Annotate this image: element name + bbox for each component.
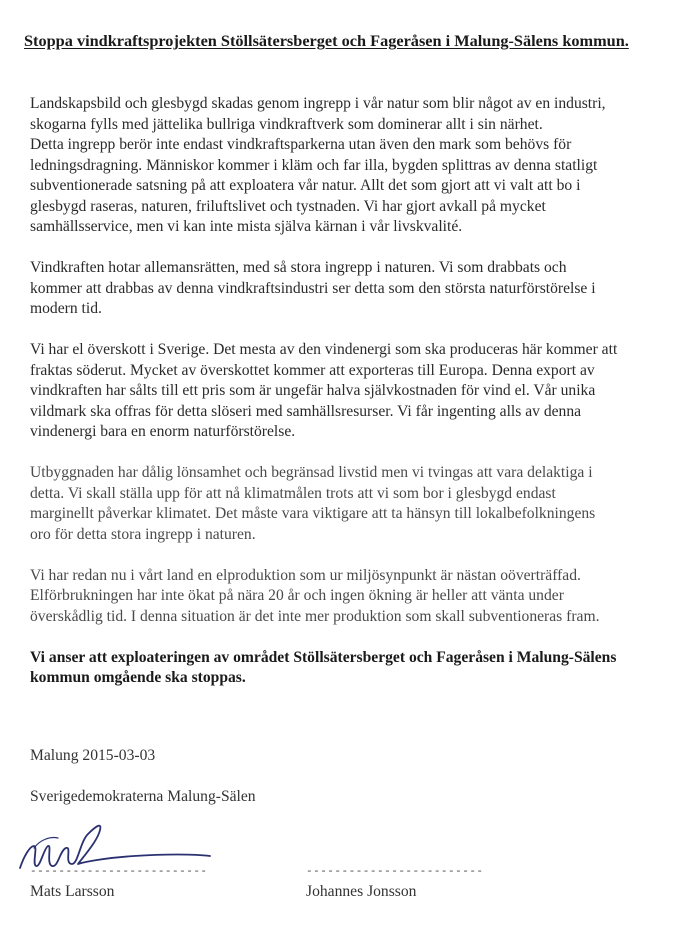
signature-line-right: ------------------------- xyxy=(306,866,484,878)
paragraph-profitability xyxy=(30,463,680,545)
text-line: glesbygd raseras, naturen, friluftslivet och tystnaden. Vi har gjort avkall på mycket xyxy=(30,197,546,215)
text-line: vindkraften har sålts till ett pris som är ungefär halva självkostnaden för vind el. Vår unika xyxy=(30,382,596,399)
text-line: detta. Vi skall ställa upp för att nå klimatmålen trots att vi som bor i glesbygd endast xyxy=(30,484,556,502)
text-line: Landskapsbild och glesbygd skadas genom ingrepp i vår natur som blir något av en industri, xyxy=(30,95,606,112)
paragraph-landscape xyxy=(30,94,680,238)
text-line: Vindkraften hotar allemansrätten, med så stora ingrepp i naturen. Vi som drabbats och xyxy=(30,259,567,276)
text-line: oro för detta stora ingrepp i naturen. xyxy=(30,525,256,543)
text-line: skogarna fylls med jättelika bullriga vindkraftverk som dominerar allt i sin närhet. xyxy=(30,115,543,133)
text-line: marginellt påverkar klimatet. Det måste vara viktigare att ta hänsyn till lokalbefolkningens xyxy=(30,505,596,522)
text-line: Detta ingrepp berör inte endast vindkraftsparkerna utan även den mark som behövs för xyxy=(30,136,572,153)
document-title: Stoppa vindkraftsprojekten Stöllsätersberget och Fageråsen i Malung-Sälens kommun. xyxy=(24,31,629,50)
text-line: Utbyggnaden har dålig lönsamhet och begränsad livstid men vi tvingas att vara delaktiga i xyxy=(30,464,593,481)
paragraph-demand xyxy=(30,648,680,689)
signature-line-left: ------------------------- xyxy=(30,866,208,878)
signatory-name-right: Johannes Jonsson xyxy=(306,883,417,900)
signatory-name-left: Mats Larsson xyxy=(30,883,115,900)
text-line: vindenergi bara en enorm naturförstörelse. xyxy=(30,423,296,440)
text-line: Vi anser att exploateringen av området Stöllsätersberget och Fageråsen i Malung-Sälens xyxy=(30,648,617,666)
organization-name: Sverigedemokraterna Malung-Sälen xyxy=(30,788,256,805)
text-line: kommun omgående ska stoppas. xyxy=(30,669,246,686)
text-line: överskådlig tid. I denna situation är det inte mer produktion som skall subventioneras fram. xyxy=(30,607,600,625)
text-line: Vi har redan nu i vårt land en elproduktion som ur miljösynpunkt är nästan oöverträffad. xyxy=(30,566,581,584)
text-line: samhällsservice, men vi kan inte mista själva kärnan i vår livskvalité. xyxy=(30,218,463,235)
text-line: subventionerade satsning på att exploatera vår natur. Allt det som gjort att vi valt att bo i xyxy=(30,177,581,194)
text-line: Vi har el överskott i Sverige. Det mesta av den vindenergi som ska produceras här kommer att xyxy=(30,341,618,358)
letter-body xyxy=(30,94,680,709)
text-line: kommer att drabbas av denna vindkraftsindustri ser detta som den största naturförstörelse i xyxy=(30,279,596,297)
text-line: vildmark ska offras för detta slöseri med samhällsresurser. Vi får ingenting alls av denna xyxy=(30,402,582,420)
text-line: fraktas söderut. Mycket av överskottet kommer att exporteras till Europa. Denna export av xyxy=(30,361,595,379)
text-line: ledningsdragning. Människor kommer i kläm och far illa, bygden splittras av denna statligt xyxy=(30,156,598,174)
place-date: Malung 2015-03-03 xyxy=(30,747,156,764)
paragraph-allemansratten xyxy=(30,258,680,320)
paragraph-surplus xyxy=(30,340,680,443)
text-line: Elförbrukningen har inte ökat på nära 20 år och ingen ökning är heller att vänta under xyxy=(30,587,564,604)
paragraph-production xyxy=(30,566,680,628)
text-line: modern tid. xyxy=(30,300,102,317)
